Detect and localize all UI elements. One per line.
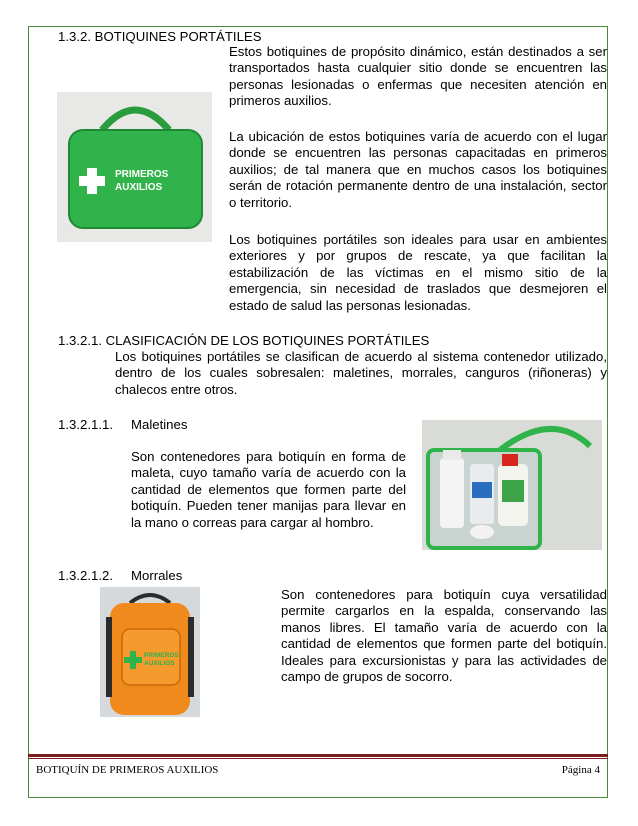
backpack-label-line1: PRIMEROS <box>144 652 179 659</box>
morrales-text: Son contenedores para botiquín cuya versatilidad permite cargarlos en la espalda, conservando las manos libres. El tamaño varía de acuerdo con la cantidad de elementos que formen parte del botiquín. Ideales para excursionistas y para las actividades de campo de grupos de socorro. <box>281 587 607 685</box>
backpack-label-line2: AUXILIOS <box>144 660 175 667</box>
intro-paragraph-3: Los botiquines portátiles son ideales para usar en ambientes exteriores y por grupos de rescate, ya que facilitan la estabilización de las víctimas en el mismo sitio de la emergencia, sin necesidad de traslados que desmejoren el estado de salud las personas lesionadas. <box>229 232 607 313</box>
transparent-case-photo <box>422 420 602 550</box>
footer-title: BOTIQUÍN DE PRIMEROS AUXILIOS <box>36 764 219 776</box>
maletines-title: Maletines <box>131 417 188 432</box>
orange-backpack-photo <box>100 587 200 717</box>
maletines-text: Son contenedores para botiquín en forma de maleta, cuyo tamaño varía de acuerdo con la cantidad de elementos que formen parte del botiquín. Pueden tener manijas para llevar en la mano o correas para cargar al hombro. <box>131 449 406 530</box>
maletines-number: 1.3.2.1.1. <box>58 417 113 432</box>
classification-heading: 1.3.2.1. CLASIFICACIÓN DE LOS BOTIQUINES PORTÁTILES <box>58 333 430 348</box>
morrales-number: 1.3.2.1.2. <box>58 568 113 583</box>
intro-paragraph-2: La ubicación de estos botiquines varía de acuerdo con el lugar donde se encuentren las personas capacitadas en primeros auxilios; de tal manera que en muchos casos los botiquines serán de rotación permanente dentro de una instalación, sector o territorio. <box>229 129 607 210</box>
page-number: Página 4 <box>561 764 600 776</box>
section-heading: 1.3.2. BOTIQUINES PORTÁTILES <box>58 29 262 44</box>
classification-text: Los botiquines portátiles se clasifican de acuerdo al sistema contenedor utilizado, dentro de los cuales sobresalen: maletines, morrales, canguros (riñoneras) y chalecos entre otros. <box>115 349 607 397</box>
bag-label-line2: AUXILIOS <box>115 182 163 193</box>
intro-paragraph-1: Estos botiquines de propósito dinámico, están destinados a ser transportados hasta cualquier sitio donde se encuentren las personas lesionadas o enfermas que necesiten atención en primeros auxilios. <box>229 44 607 109</box>
green-bag-photo <box>57 92 212 242</box>
footer-rule-thin <box>28 758 608 759</box>
morrales-title: Morrales <box>131 568 183 583</box>
footer-rule-thick <box>28 754 608 757</box>
bag-label-line1: PRIMEROS <box>115 169 169 180</box>
